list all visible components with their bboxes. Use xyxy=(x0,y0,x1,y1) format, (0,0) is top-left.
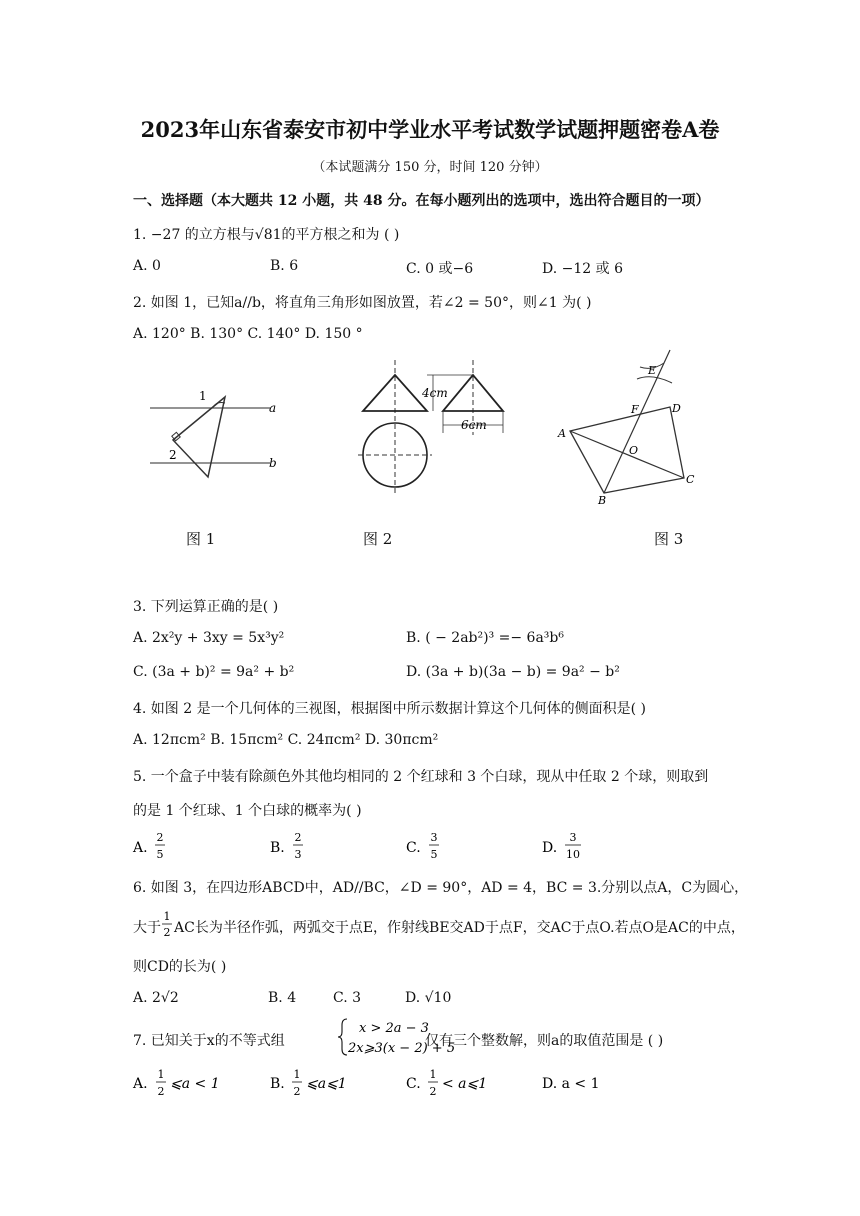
q7-inequality-system xyxy=(337,1016,456,1058)
fig3-label-a: A xyxy=(558,427,566,440)
question-6-line2-prefix: 大于 xyxy=(133,920,161,936)
q3-option-b: B. ( − 2ab²)³ =− 6a³b⁶ xyxy=(406,630,564,646)
q5-b-num: 2 xyxy=(294,831,302,844)
q3-option-a: A. 2x²y + 3xy = 5x³y² xyxy=(133,630,285,646)
fig1-label-b: b xyxy=(269,456,277,470)
q7-ineq-2: 2x⩾3(x − 2) + 5 xyxy=(348,1041,456,1056)
fig3-label-e: E xyxy=(648,364,657,377)
q7-a-half-num: 1 xyxy=(157,1068,165,1081)
q4-options: A. 12πcm² B. 15πcm² C. 24πcm² D. 30πcm² xyxy=(133,732,439,748)
system-brace xyxy=(338,1019,347,1055)
fig2-width-label: 6cm xyxy=(461,418,487,432)
question-6-line3: 则CD的长为( ) xyxy=(133,959,227,975)
question-7-stem-suffix: 仅有三个整数解，则a的取值范围是 ( ) xyxy=(425,1033,664,1049)
page-subtitle: （本试题满分 150 分，时间 120 分钟） xyxy=(312,160,548,175)
fig1-label-a: a xyxy=(269,401,277,415)
q6-option-b: B. 4 xyxy=(268,990,297,1006)
question-3-stem: 3. 下列运算正确的是( ) xyxy=(133,599,279,615)
question-6-line2: AC长为半径作弧，两弧交于点E，作射线BE交AD于点F，交AC于点O.若点O是AC的中点， xyxy=(174,920,745,936)
q6-option-d: D. √10 xyxy=(405,990,452,1006)
q7-b-half-den: 2 xyxy=(293,1085,301,1098)
q5-a-prefix: A. xyxy=(133,840,148,856)
q7-b-rest: ⩽a⩽1 xyxy=(306,1076,347,1092)
q5-d-num: 3 xyxy=(569,831,577,844)
figure-2 xyxy=(355,355,515,500)
q5-options xyxy=(130,828,610,864)
figure-1-caption: 图 1 xyxy=(186,530,216,548)
q5-c-den: 5 xyxy=(430,848,438,861)
q7-c-half-den: 2 xyxy=(429,1085,437,1098)
q7-a-half-den: 2 xyxy=(157,1085,165,1098)
q5-d-den: 10 xyxy=(566,848,580,861)
question-2-stem: 2. 如图 1，已知a//b，将直角三角形如图放置，若∠2 = 50°，则∠1 为( ) xyxy=(133,295,592,311)
q7-c-rest: < a⩽1 xyxy=(442,1076,488,1092)
page-title: 2023年山东省泰安市初中学业水平考试数学试题押题密卷A卷 xyxy=(140,117,720,142)
q7-c-prefix: C. xyxy=(406,1076,421,1092)
q7-c-half-num: 1 xyxy=(429,1068,437,1081)
fig2-height-label: 4cm xyxy=(422,386,448,400)
q2-options: A. 120° B. 130° C. 140° D. 150 ° xyxy=(133,326,363,342)
fig3-label-c: C xyxy=(686,473,695,486)
arc-1 xyxy=(637,377,672,383)
figure-3 xyxy=(552,345,702,510)
q6-half-fraction xyxy=(160,907,174,941)
fig1-label-2: 2 xyxy=(169,448,177,462)
q5-c-prefix: C. xyxy=(406,840,421,856)
ray-be xyxy=(604,350,670,493)
q7-options xyxy=(130,1064,630,1102)
q5-c-num: 3 xyxy=(430,831,438,844)
q6-option-c: C. 3 xyxy=(333,990,362,1006)
fig3-label-b: B xyxy=(598,494,607,507)
q5-b-prefix: B. xyxy=(270,840,285,856)
q5-b-den: 3 xyxy=(294,848,302,861)
q7-a-prefix: A. xyxy=(133,1076,148,1092)
q6-option-a: A. 2√2 xyxy=(133,990,179,1006)
fig3-label-o: O xyxy=(629,444,639,457)
fig1-label-1: 1 xyxy=(199,389,207,403)
fig3-label-f: F xyxy=(631,403,639,416)
figure-2-caption: 图 2 xyxy=(363,530,393,548)
question-7-stem-prefix: 7. 已知关于x的不等式组 xyxy=(133,1033,285,1049)
fig3-label-d: D xyxy=(672,402,681,415)
q7-b-prefix: B. xyxy=(270,1076,285,1092)
question-4-stem: 4. 如图 2 是一个几何体的三视图，根据图中所示数据计算这个几何体的侧面积是( ) xyxy=(133,701,646,717)
q1-option-c: C. 0 或−6 xyxy=(406,261,474,277)
question-5-stem-line2: 的是 1 个红球、1 个白球的概率为( ) xyxy=(133,803,362,819)
section-heading: 一、选择题（本大题共 12 小题，共 48 分。在每小题列出的选项中，选出符合题目的一项） xyxy=(133,193,710,209)
q6-half-den: 2 xyxy=(163,926,171,939)
question-5-stem-line1: 5. 一个盒子中装有除颜色外其他均相同的 2 个红球和 3 个白球，现从中任取 2 个球，则取到 xyxy=(133,769,709,785)
figure-1 xyxy=(145,385,285,485)
q1-option-b: B. 6 xyxy=(270,258,299,274)
q1-option-a: A. 0 xyxy=(133,258,161,274)
q7-b-half-num: 1 xyxy=(293,1068,301,1081)
q5-d-prefix: D. xyxy=(542,840,558,856)
question-1-stem: 1. −27 的立方根与√81的平方根之和为 ( ) xyxy=(133,227,400,243)
question-6-line1: 6. 如图 3，在四边形ABCD中，AD//BC，∠D = 90°，AD = 4，BC = 3.分别以点A，C为圆心， xyxy=(133,880,749,896)
q7-a-rest: ⩽a < 1 xyxy=(170,1076,220,1092)
q7-ineq-1: x > 2a − 3 xyxy=(359,1021,429,1036)
q5-a-num: 2 xyxy=(156,831,164,844)
q3-option-c: C. (3a + b)² = 9a² + b² xyxy=(133,664,295,680)
q1-option-d: D. −12 或 6 xyxy=(542,261,623,277)
quadrilateral-abcd xyxy=(570,407,684,493)
q7-option-d: D. a < 1 xyxy=(542,1076,600,1092)
q6-half-num: 1 xyxy=(163,910,171,923)
figure-3-caption: 图 3 xyxy=(654,530,684,548)
diagonal-ac xyxy=(570,431,684,478)
q5-a-den: 5 xyxy=(156,848,164,861)
q3-option-d: D. (3a + b)(3a − b) = 9a² − b² xyxy=(406,664,620,680)
